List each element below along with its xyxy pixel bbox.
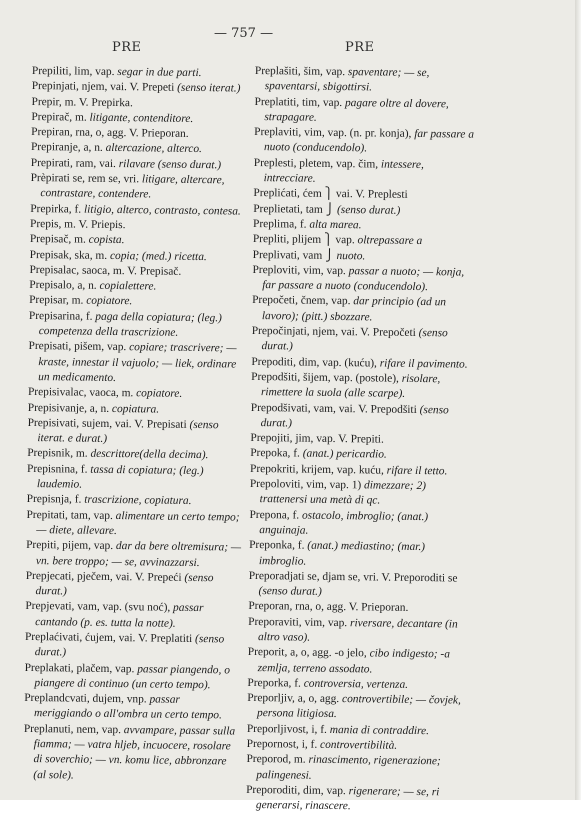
entry-definition: alimentare un certo tempo; — diete, allevare.: [36, 509, 240, 537]
dictionary-entry: [23, 722, 239, 786]
entry-headword: Prepoka, f.: [250, 447, 300, 460]
entry-definition: litigio, alterco, contrasto, contesa.: [81, 203, 241, 218]
entry-headword: Prepirati, ram, vai.: [30, 156, 116, 170]
entry-definition: (anat.) pericardio.: [299, 448, 387, 462]
dictionary-entry: [252, 263, 472, 296]
entry-headword: Preplaćivati, ćujem, vai. V. Preplatiti: [24, 630, 193, 645]
entry-headword: Preporoditi, dim, vap.: [246, 783, 346, 798]
entry-headword: Prepirač, m.: [31, 110, 87, 124]
entry-definition: intessere, intrecciare.: [263, 158, 424, 185]
dictionary-entry: [25, 569, 240, 602]
entry-definition: controvertibilità.: [317, 738, 398, 752]
entry-headword: Preplaviti, vim, vap. (n. pr. konja),: [254, 126, 412, 141]
entry-headword: Prepodšiti, šijem, vap. (postole),: [251, 370, 399, 385]
entry-definition: (senso durat.): [334, 203, 401, 217]
entry-definition: copiatore.: [133, 387, 183, 401]
entry-definition: copia; (med.) ricetta.: [107, 249, 207, 263]
entry-definition: (senso iterat.): [174, 82, 241, 95]
entry-definition: (anat.) mediastino; (mar.) imbroglio.: [258, 539, 426, 568]
entry-headword: Preporod, m.: [246, 753, 306, 767]
entry-headword: Preplakati, plačem, vap.: [24, 661, 135, 675]
entry-headword: Prepisarina, f.: [28, 309, 93, 323]
entry-headword: Prepisati, pišem, vap.: [28, 340, 127, 354]
dictionary-entry: [246, 783, 466, 816]
entry-headword: Prepiti, pijem, vap.: [26, 539, 114, 553]
entry-headword: Preporadjati se, djam se, vri. V. Preporoditi se: [248, 569, 458, 585]
entry-headword: Prepoditi, dim, vap. (kuću),: [251, 355, 378, 370]
dictionary-entry: [252, 293, 472, 326]
entry-headword: Prepir, m. V. Prepirka.: [31, 95, 133, 109]
entry-definition: trascrizione, copiatura.: [81, 493, 192, 508]
entry-headword: Prepisnja, f.: [26, 493, 82, 506]
entry-headword: Preporan, rna, o, agg. V. Prieporan.: [248, 600, 409, 615]
entry-definition: descrittore(della decima).: [87, 448, 209, 462]
entry-headword: Prepitati, tam, vap.: [26, 508, 113, 522]
scan-edge: [575, 0, 581, 800]
entry-definition: copista.: [85, 233, 125, 247]
entry-headword: Prepiranje, a, n.: [30, 141, 103, 155]
entry-definition: dar principio (ad un lavoro); (pitt.) sbozzare.: [261, 295, 447, 324]
entry-headword: Prepona, f.: [249, 508, 300, 522]
entry-headword: Prepisivalac, vaoca, m.: [27, 386, 134, 400]
entry-headword: Preporljivost, i, f.: [246, 722, 327, 736]
entry-definition: controvertibile; — čovjek, persona litigiosa.: [256, 693, 461, 721]
dictionary-entry: [24, 691, 239, 724]
entry-definition: riversare, decantare (in altro vaso).: [257, 616, 458, 644]
entry-definition: far passare a nuoto (conducendolo).: [263, 128, 475, 155]
page-header: [0, 24, 581, 54]
entry-definition: copiare; trascrivere; — kraste, innestar il vajuolo; — liek, ordinare un medicamento.: [38, 341, 237, 384]
dictionary-entry: [25, 599, 240, 632]
entry-definition: (senso iterat. e durat.): [37, 418, 219, 446]
entry-definition: ostacolo, imbroglio; (anat.) anguinaja.: [259, 509, 429, 537]
dictionary-entry: [24, 661, 239, 694]
dictionary-entry: [249, 538, 469, 571]
entry-definition: passar meriggiando o all'ombra un certo tempo.: [33, 693, 222, 722]
dictionary-entry: [254, 95, 474, 128]
entry-headword: Preplima, f.: [252, 217, 307, 231]
running-head-left: PRE: [112, 40, 142, 55]
dictionary-entry: [254, 125, 474, 158]
entry-headword: Prepisnik, m.: [27, 447, 88, 461]
running-head-right: PRE: [345, 40, 375, 55]
entry-headword: Prèpirati se, rem se, vri.: [30, 172, 140, 186]
entry-headword: Preplićati, ćem ⎫ vai. V. Preplesti: [253, 187, 408, 202]
entry-headword: Prepisalo, a, n.: [29, 279, 97, 292]
entry-headword: Prepisač, m.: [29, 233, 86, 246]
entry-headword: Prepiran, rna, o, agg. V. Prieporan.: [31, 126, 189, 141]
dictionary-entry: [248, 615, 468, 648]
entry-headword: Prepliti, plijem ⎫ vap.: [252, 233, 355, 247]
entry-headword: Preponka, f.: [249, 539, 305, 552]
left-column: [23, 64, 247, 786]
dictionary-entry: [255, 64, 475, 97]
dictionary-entry: [251, 370, 471, 403]
page-number: — 757 —: [214, 26, 274, 41]
entry-headword: Prepornost, i, f.: [246, 738, 318, 751]
entry-headword: Prepjevati, vam, vap. (svu noć),: [25, 600, 171, 615]
entry-headword: Preplesti, pletem, vap. čim,: [253, 156, 379, 171]
dictionary-entry: [246, 752, 466, 785]
entry-headword: Preporit, a, o, agg. -o jelo,: [247, 646, 367, 660]
entry-definition: spaventare; — se, spaventarsi, sbigottirsi.: [264, 66, 430, 94]
entry-definition: dimezzare; 2) trattenersi una metà di qc.: [259, 479, 427, 507]
entry-headword: Prepočeti, čnem, vap.: [252, 294, 351, 308]
entry-headword: Preplietati, tam ⎭: [253, 202, 335, 216]
right-column: [246, 64, 475, 816]
entry-headword: Prepoloviti, vim, vap. 1): [249, 477, 362, 492]
entry-definition: passar a nuoto; — konja, far passare a nuoto (conducendolo).: [262, 264, 465, 294]
dictionary-entry: [254, 156, 474, 189]
entry-definition: copiatore.: [83, 295, 133, 308]
entry-definition: dar da bere oltremisura; — vn. bere troppo; — se, avvinazzarsi.: [35, 540, 242, 569]
entry-definition: risolare, rimettere la suola (alle scarpe).: [260, 372, 441, 401]
entry-definition: litigante, contenditore.: [86, 111, 194, 125]
entry-headword: Prepisnina, f.: [26, 462, 88, 476]
entry-definition: (senso durat.): [34, 632, 225, 659]
entry-definition: pagare oltre al dovere, strapagare.: [264, 96, 449, 124]
entry-definition: alta marea.: [306, 218, 362, 232]
entry-headword: Preplatiti, tim, vap.: [254, 95, 343, 109]
entry-headword: Preplanuti, nem, vap.: [23, 722, 122, 736]
entry-headword: Prepinjati, njem, vai. V. Prepeti: [31, 80, 175, 95]
entry-definition: (senso durat.): [260, 403, 449, 430]
dictionary-entry: [28, 339, 244, 388]
entry-definition: mania di contraddire.: [326, 723, 430, 737]
dictionary-entry: [248, 569, 468, 602]
dictionary-entry: [27, 416, 242, 449]
entry-definition: nuoto.: [333, 249, 366, 262]
entry-headword: Preplašiti, šim, vap.: [254, 64, 346, 79]
dictionary-entry: [25, 630, 240, 663]
entry-headword: Prepis, m. V. Priepis.: [29, 217, 126, 232]
entry-definition: rifare il tetto.: [383, 464, 448, 478]
entry-definition: controversia, vertenza.: [300, 677, 409, 691]
entry-headword: Prepodšivati, vam, vai. V. Prepodšiti: [250, 401, 417, 416]
entry-headword: Preploviti, vim, vap.: [252, 263, 346, 277]
entry-headword: Prepočinjati, njem, vai. V. Prepočeti: [251, 325, 416, 340]
entry-headword: Prepirka, f.: [30, 202, 82, 216]
dictionary-entry: [26, 508, 241, 541]
entry-definition: rilavare (senso durat.): [115, 157, 222, 172]
entry-headword: Prepokriti, krijem, vap. kuću,: [249, 462, 384, 477]
entry-definition: (senso durat.): [261, 327, 448, 353]
entry-definition: altercazione, alterco.: [102, 142, 202, 156]
entry-definition: segar in due parti.: [114, 66, 202, 80]
dictionary-entry: [249, 508, 469, 541]
entry-definition: tassa di copiatura; (leg.) laudemio.: [36, 463, 204, 491]
dictionary-entry: [251, 324, 471, 357]
entry-definition: paga della copiatura; (leg.) competenza della trascrizione.: [38, 310, 222, 339]
entry-definition: passar piangendo, o piangere di continuo (un certo tempo).: [34, 662, 231, 692]
entry-headword: Prepisar, m.: [29, 294, 84, 308]
entry-definition: oltrepassare a: [354, 234, 423, 248]
entry-headword: Preporaviti, vim, vap.: [248, 615, 348, 629]
entry-headword: Prepojiti, jim, vap. V. Prepiti.: [250, 432, 384, 446]
dictionary-entry: [30, 171, 245, 204]
entry-definition: rigenerare; — se, ri generarsi, rinascere.: [255, 785, 440, 813]
dictionary-entry: [247, 691, 467, 724]
entry-definition: (senso durat.): [35, 571, 214, 598]
entry-definition: copialettere.: [96, 279, 157, 293]
dictionary-entry: [251, 401, 471, 434]
entry-definition: cibo indigesto; -a zemlja, terreno assodato.: [257, 647, 451, 676]
entry-headword: Prepisak, ska, m.: [29, 248, 108, 262]
entry-headword: Preporljiv, a, o, agg.: [247, 692, 340, 706]
entry-headword: Preplivati, vam ⎭: [252, 248, 334, 262]
entry-definition: (senso durat.): [258, 585, 322, 598]
entry-headword: Prepisivati, sujem, vai. V. Prepisati: [27, 416, 187, 431]
dictionary-entry: [27, 462, 242, 495]
entry-headword: Preporka, f.: [247, 676, 301, 690]
entry-headword: Preplandcvati, dujem, vnp.: [24, 692, 147, 706]
entry-definition: copiatura.: [109, 402, 160, 416]
dictionary-entry: [250, 477, 470, 510]
dictionary-entry: [26, 538, 241, 571]
entry-definition: passar cantando (p. es. tutta la notte).: [35, 602, 204, 630]
entry-headword: Prepisalac, saoca, m. V. Prepisač.: [29, 263, 182, 278]
entry-headword: Prepjecati, pječem, vai. V. Prepeći: [25, 569, 182, 584]
dictionary-entry: [248, 645, 468, 678]
entry-definition: rinascimento, rigenerazione; palingenesi.: [256, 754, 441, 782]
dictionary-entry: [29, 309, 244, 342]
entry-definition: litigare, altercare, contrastare, contendere.: [40, 173, 225, 201]
entry-headword: Prepisivanje, a, n.: [27, 401, 110, 415]
entry-definition: avvampare, passar sulla fiamma; — vatra hljeb, incuocere, rosolare di soverchio; — vn. komu lice, abbronzare (al sole).: [33, 723, 236, 782]
entry-headword: Prepiliti, lim, vap.: [31, 64, 115, 79]
entry-definition: rifare il pavimento.: [376, 357, 468, 371]
